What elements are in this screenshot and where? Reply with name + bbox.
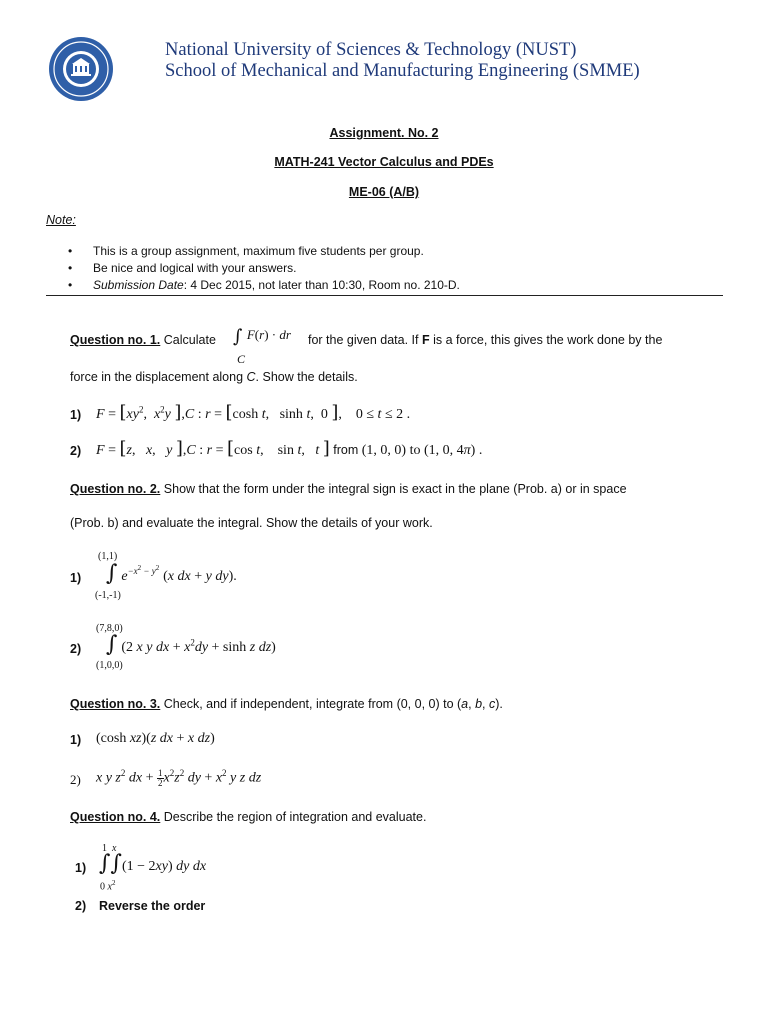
school-name: School of Mechanical and Manufacturing Engineering (SMME) bbox=[165, 61, 640, 81]
q2-item2-num: 2) bbox=[70, 642, 82, 656]
q4-label: Question no. 4. bbox=[70, 810, 161, 824]
q2-label: Question no. 2. bbox=[70, 482, 161, 496]
section-title: ME-06 (A/B) bbox=[348, 185, 420, 199]
q4-upper-limits: 1 x bbox=[102, 843, 117, 854]
university-name: National University of Sciences & Technology (NUST) bbox=[165, 40, 577, 60]
nust-crest-icon bbox=[48, 36, 114, 102]
q1-contour-c: C bbox=[237, 352, 246, 366]
q1-line-2: force in the displacement along C. Show the details. bbox=[70, 370, 358, 384]
q1-label: Question no. 1. bbox=[70, 333, 161, 347]
q4-item2-num: 2) bbox=[75, 899, 87, 913]
q4-item1-num: 1) bbox=[75, 861, 87, 875]
q2-line: Question no. 2. Show that the form under the integral sign is exact in the plane (Prob. a) or in space bbox=[70, 482, 627, 496]
q3-label: Question no. 3. bbox=[70, 697, 161, 711]
q1-line: Question no. 1. Calculate bbox=[70, 333, 216, 347]
q2-i2-lower: (1,0,0) bbox=[96, 660, 123, 671]
q3-item1-num: 1) bbox=[70, 733, 82, 747]
q2-i1-lower: (-1,-1) bbox=[95, 590, 121, 601]
q4-lower-limits: 0 $x^2$ bbox=[100, 879, 116, 893]
university-logo bbox=[48, 36, 114, 102]
q3-item2-eq: x y $z^2$ dx + 1 $2x^2z^2$ dy + $x^2$ y z dz bbox=[96, 767, 262, 788]
q4-item2-text: Reverse the order bbox=[99, 899, 206, 913]
q3-item2-num: 2) bbox=[70, 772, 81, 787]
q1-item1-eq: $F = [xy^2$, $x^2y$ ],C : r = [cosh t, sinh t, 0 ], 0 ≤ t ≤ 2 . bbox=[96, 402, 411, 423]
q2-item2-eq: ∫ (2 x y dx + $x^2dy + \sinh z$ dz) bbox=[106, 632, 276, 657]
note-label: Note: bbox=[46, 213, 76, 227]
q2-item1-eq: ∫ $e^{-x^2 - y^2}$ (x dx + y dy). bbox=[106, 561, 237, 586]
q3-line: Question no. 3. Check, and if independent, integrate from (0, 0, 0) to (a, b, c). bbox=[70, 697, 503, 711]
submission-label: Submission Date bbox=[93, 278, 184, 292]
q4-line: Question no. 4. Describe the region of integration and evaluate. bbox=[70, 810, 427, 824]
q1-line-rest: for the given data. If F is a force, this gives the work done by the bbox=[308, 333, 663, 347]
q3-item1-eq: (cosh xz)(z dx + x dz) bbox=[96, 731, 215, 746]
course-title: MATH-241 Vector Calculus and PDEs bbox=[274, 155, 494, 169]
q4-item1-eq: ∫∫(1 − 2xy) dy dx bbox=[99, 851, 207, 876]
note-bullet-text: Be nice and logical with your answers. bbox=[93, 261, 297, 275]
q1-item2-num: 2) bbox=[70, 444, 82, 458]
q1-integral: ∫ F(r) · dr bbox=[233, 326, 291, 347]
submission-value: : 4 Dec 2015, not later than 10:30, Room no. 210-D. bbox=[183, 278, 460, 292]
q2-line-2: (Prob. b) and evaluate the integral. Show the details of your work. bbox=[70, 516, 433, 530]
q1-item1-num: 1) bbox=[70, 408, 82, 422]
q2-i2-upper: (7,8,0) bbox=[96, 623, 123, 634]
note-bullet-text: This is a group assignment, maximum five students per group. bbox=[93, 244, 424, 258]
assignment-title: Assignment. No. 2 bbox=[329, 126, 439, 140]
q2-i1-upper: (1,1) bbox=[98, 551, 118, 562]
q1-item2-eq: F = [z, x, y ],C : r = [cos t, sin t, t ] from (1, 0, 0) to (1, 0, 4π) . bbox=[96, 438, 483, 459]
q2-item1-num: 1) bbox=[70, 571, 82, 585]
divider bbox=[46, 295, 723, 296]
